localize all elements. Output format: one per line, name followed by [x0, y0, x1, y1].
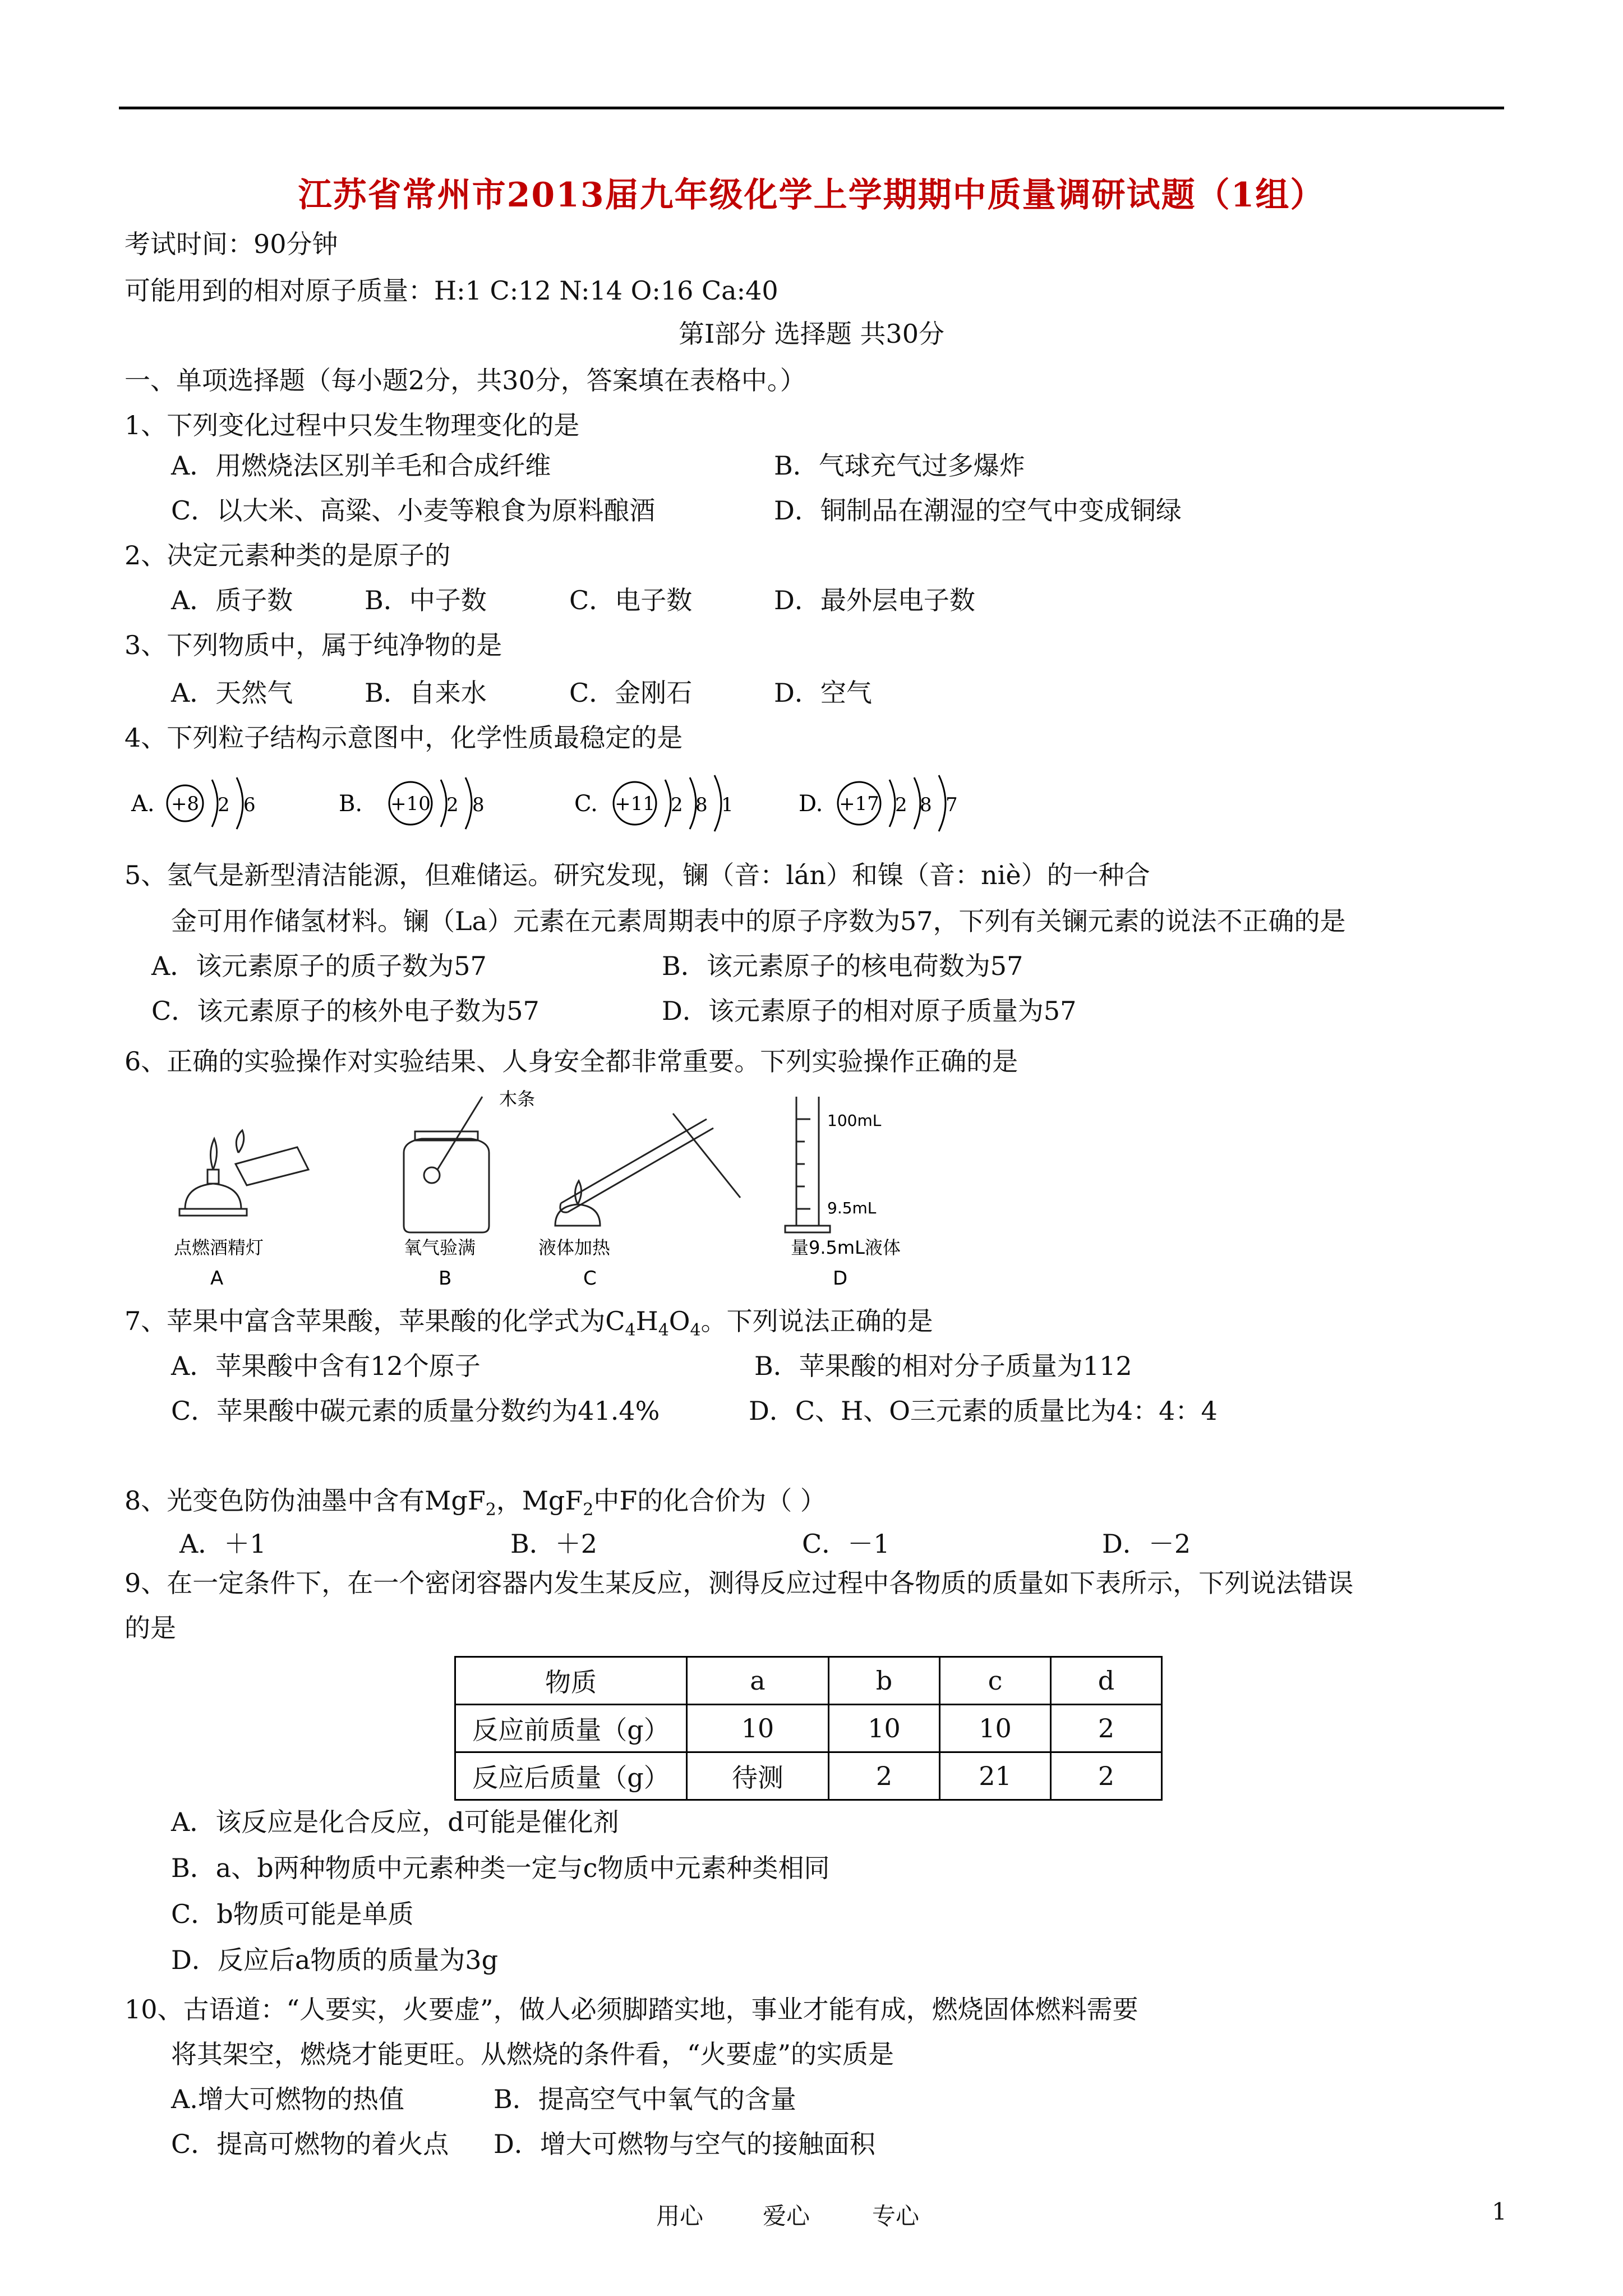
atomic-masses: 可能用到的相对原子质量：H:1 C:12 N:14 O:16 Ca:40 [125, 275, 778, 306]
atom-a-shell-1: 2 [218, 794, 230, 816]
page-title: 江苏省常州市2013届九年级化学上学期期中质量调研试题（1组） [298, 176, 1325, 215]
q2-option-d: D．最外层电子数 [774, 585, 975, 615]
table-header-row [455, 1657, 1162, 1705]
q3-option-b: B．自来水 [365, 678, 487, 708]
fig-b-gas-bottle [404, 1097, 489, 1232]
fig-d-100ml-label: 100mL [827, 1111, 882, 1130]
table-cell: 21 [940, 1752, 1051, 1800]
table-cell: 物质 [455, 1657, 687, 1705]
q2-option-b: B．中子数 [365, 585, 487, 615]
q10-stem-line1: 10、古语道：“人要实，火要虚”，做人必须脚踏实地，事业才能有成，燃烧固体燃料需要 [125, 1994, 1138, 2024]
part1-header: 第Ⅰ部分 选择题 共30分 [679, 319, 944, 349]
q10-option-d: D．增大可燃物与空气的接触面积 [494, 2129, 875, 2159]
table-cell: 2 [1051, 1705, 1162, 1752]
page-number: 1 [1492, 2198, 1507, 2225]
q1-option-d: D．铜制品在潮湿的空气中变成铜绿 [774, 495, 1182, 526]
lab-operations-figure [168, 1085, 953, 1287]
shell-arc [237, 777, 243, 829]
shell-arc [939, 775, 946, 831]
top-rule [119, 107, 1504, 109]
fig-a-letter: A [210, 1267, 224, 1287]
fig-a-alcohol-lamps [179, 1130, 308, 1216]
atom-diagram-a [129, 770, 297, 837]
table-cell: 待测 [687, 1752, 829, 1800]
q8-option-a: A．＋1 [179, 1529, 266, 1559]
q10-option-a: A.增大可燃物的热值 [171, 2084, 404, 2114]
q7-stem: 7、苹果中富含苹果酸，苹果酸的化学式为$C_4H_4O_4$。下列说法正确的是 [125, 1306, 933, 1341]
footer-text-1: 用心 [656, 2202, 704, 2230]
exam-time: 考试时间：90分钟 [125, 229, 338, 259]
q3-option-c: C．金刚石 [569, 678, 693, 708]
q9-option-a: A．该反应是化合反应，d可能是催化剂 [171, 1807, 619, 1837]
shell-arc [665, 780, 671, 827]
footer-text-3: 专心 [872, 2202, 920, 2230]
q8-option-c: C．－1 [802, 1529, 890, 1559]
atom-c-label: C. [574, 791, 598, 817]
q4-stem: 4、下列粒子结构示意图中，化学性质最稳定的是 [125, 723, 683, 753]
q2-option-a: A．质子数 [171, 585, 293, 615]
fig-d-measuring-cylinder [785, 1097, 830, 1232]
atom-c-shell-1: 2 [671, 794, 683, 816]
table-cell: 10 [940, 1705, 1051, 1752]
atom-diagram-d [796, 770, 998, 837]
q8-option-b: B．＋2 [510, 1529, 598, 1559]
q3-stem: 3、下列物质中，属于纯净物的是 [125, 630, 502, 660]
table-cell: d [1051, 1657, 1162, 1705]
atom-d-nucleus: +17 [839, 793, 879, 815]
atom-a-shell-2: 6 [243, 794, 256, 816]
q5-option-d: D．该元素原子的相对原子质量为57 [662, 996, 1077, 1026]
table-cell: c [940, 1657, 1051, 1705]
q1-option-c: C．以大米、高粱、小麦等粮食为原料酿酒 [171, 495, 656, 526]
q7-option-b: B．苹果酸的相对分子质量为112 [754, 1351, 1132, 1381]
mass-table [454, 1656, 1163, 1801]
atom-d-shell-3: 7 [946, 794, 958, 816]
fig-b-caption: 氧气验满 [404, 1237, 476, 1258]
shell-arc [465, 777, 472, 829]
q5-option-c: C．该元素原子的核外电子数为57 [151, 996, 540, 1026]
q9-option-d: D．反应后a物质的质量为3g [171, 1945, 499, 1975]
table-cell: b [829, 1657, 940, 1705]
atom-c-shell-2: 8 [695, 794, 708, 816]
atom-a-label: A. [131, 791, 155, 817]
table-cell: 2 [1051, 1752, 1162, 1800]
table-cell: 反应前质量（g） [455, 1705, 687, 1752]
q5-option-a: A．该元素原子的质子数为57 [151, 951, 487, 981]
atom-c-shell-3: 1 [721, 794, 734, 816]
q8-stem: 8、光变色防伪油墨中含有MgF$_2$，MgF$_2$中F的化合价为（ ） [125, 1485, 826, 1520]
fig-b-stick-label: 木条 [499, 1088, 536, 1110]
atom-diagram-c [572, 770, 774, 837]
q3-option-a: A．天然气 [171, 678, 293, 708]
q7-option-a: A．苹果酸中含有12个原子 [171, 1351, 481, 1381]
table-row [455, 1705, 1162, 1752]
shell-arc [441, 780, 446, 827]
shell-arc [714, 775, 721, 831]
table-cell: 10 [687, 1705, 829, 1752]
atom-b-shell-1: 2 [446, 794, 459, 816]
table-row [455, 1752, 1162, 1800]
atom-diagram-b [336, 770, 505, 837]
fig-d-9_5ml-label: 9.5mL [827, 1199, 877, 1217]
q9-option-b: B．a、b两种物质中元素种类一定与c物质中元素种类相同 [171, 1853, 830, 1883]
q9-stem-line2: 的是 [125, 1613, 176, 1643]
q1-option-a: A．用燃烧法区别羊毛和合成纤维 [171, 450, 551, 481]
q1-option-b: B．气球充气过多爆炸 [774, 450, 1025, 481]
atom-d-shell-1: 2 [895, 794, 907, 816]
atom-b-nucleus: +10 [390, 793, 431, 815]
atom-d-label: D. [799, 791, 823, 817]
q9-option-c: C．b物质可能是单质 [171, 1899, 414, 1929]
fig-d-letter: D [833, 1267, 848, 1287]
fig-c-caption: 液体加热 [538, 1237, 611, 1258]
fig-c-letter: C [583, 1267, 597, 1287]
table-cell: 2 [829, 1752, 940, 1800]
fig-c-test-tube-heating [555, 1114, 740, 1226]
q2-option-c: C．电子数 [569, 585, 693, 615]
q2-stem: 2、决定元素种类的是原子的 [125, 540, 451, 570]
atom-c-nucleus: +11 [615, 793, 655, 815]
q8-option-d: D．－2 [1102, 1529, 1191, 1559]
q7-option-c: C．苹果酸中碳元素的质量分数约为41.4% [171, 1396, 660, 1426]
q10-option-b: B．提高空气中氧气的含量 [494, 2084, 796, 2114]
atom-a-nucleus: +8 [170, 793, 200, 815]
q6-stem: 6、正确的实验操作对实验结果、人身安全都非常重要。下列实验操作正确的是 [125, 1046, 1018, 1076]
q10-option-c: C．提高可燃物的着火点 [171, 2129, 449, 2159]
atom-b-shell-2: 8 [472, 794, 485, 816]
q9-stem-line1: 9、在一定条件下，在一个密闭容器内发生某反应，测得反应过程中各物质的质量如下表所示，下列说法错误 [125, 1568, 1354, 1598]
atom-b-label: B. [339, 791, 363, 817]
shell-arc [212, 780, 218, 827]
fig-b-letter: B [439, 1267, 452, 1287]
q5-stem-line2: 金可用作储氢材料。镧（La）元素在元素周期表中的原子序数为57，下列有关镧元素的说法不正确的是 [171, 906, 1346, 936]
fig-a-caption: 点燃酒精灯 [174, 1237, 264, 1258]
q10-stem-line2: 将其架空，燃烧才能更旺。从燃烧的条件看，“火要虚”的实质是 [171, 2039, 895, 2069]
q5-option-b: B．该元素原子的核电荷数为57 [662, 951, 1023, 981]
q3-option-d: D．空气 [774, 678, 872, 708]
table-cell: 10 [829, 1705, 940, 1752]
q1-stem: 1、下列变化过程中只发生物理变化的是 [125, 410, 580, 440]
q5-stem-line1: 5、氢气是新型清洁能源，但难储运。研究发现，镧（音：lán）和镍（音：niè）的一种合 [125, 860, 1150, 890]
table-cell: 反应后质量（g） [455, 1752, 687, 1800]
section1-header: 一、单项选择题（每小题2分，共30分，答案填在表格中。） [125, 365, 806, 395]
shell-arc [889, 780, 895, 827]
table-cell: a [687, 1657, 829, 1705]
q7-option-d: D．C、H、O三元素的质量比为4：4：4 [749, 1396, 1218, 1426]
footer-text-2: 爱心 [763, 2202, 810, 2230]
atom-d-shell-2: 8 [920, 794, 932, 816]
fig-d-caption: 量9.5mL液体 [791, 1237, 901, 1258]
